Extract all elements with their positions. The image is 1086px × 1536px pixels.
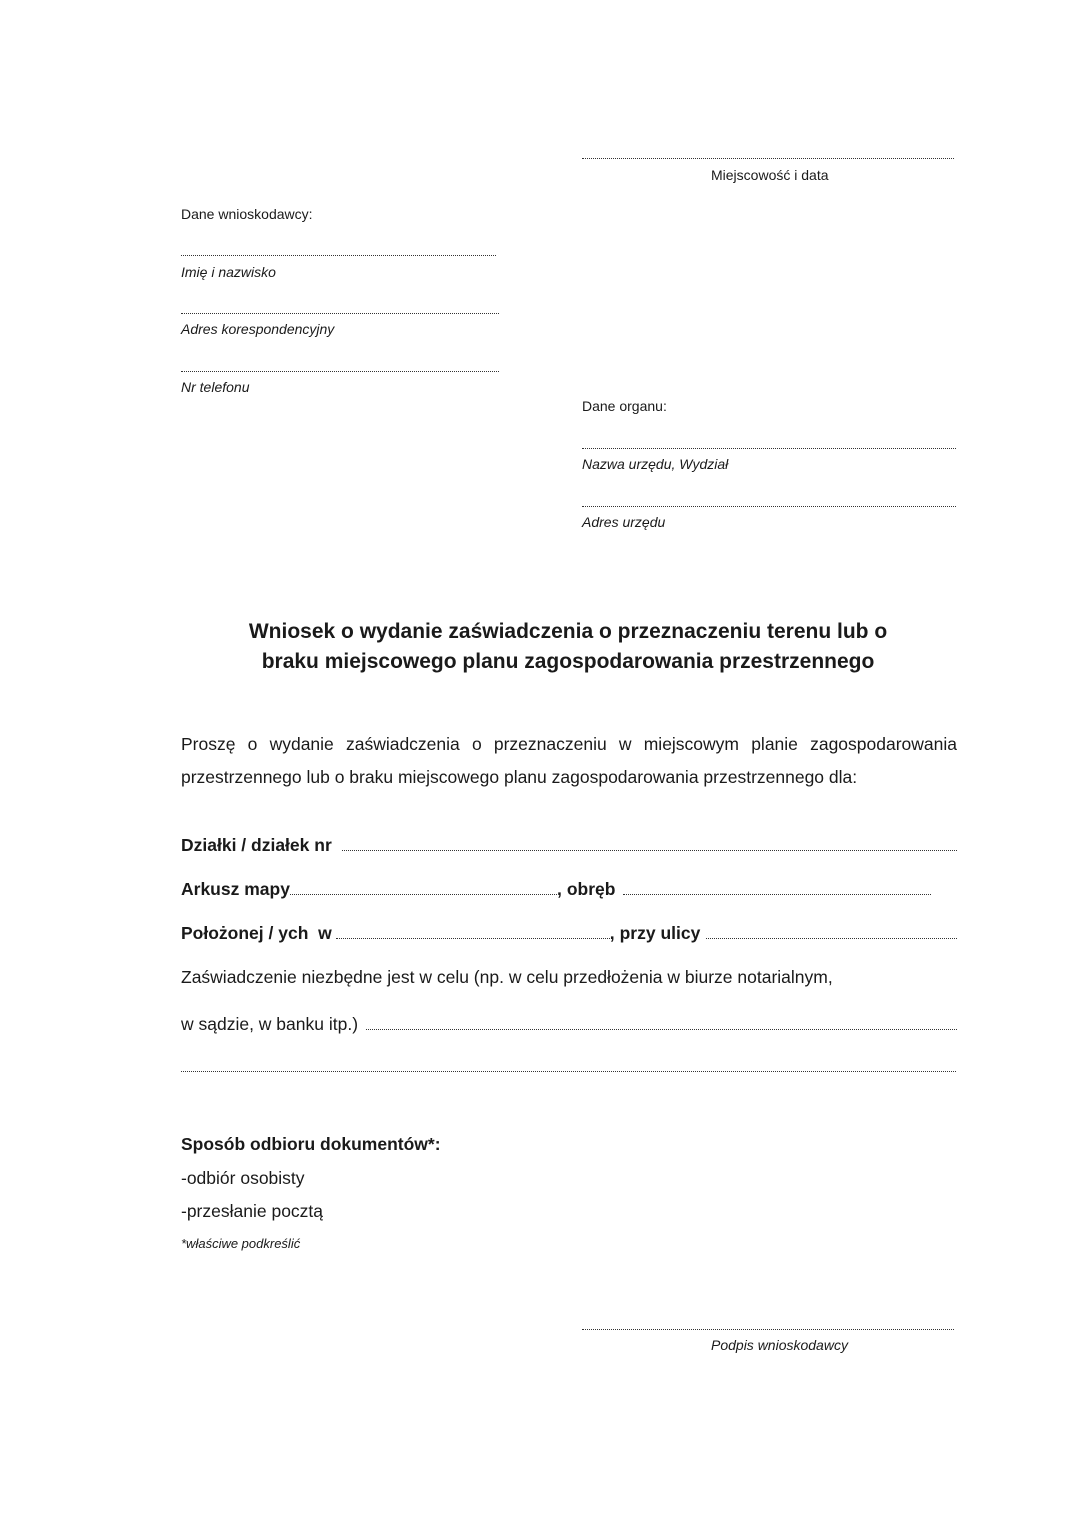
applicant-phone-label: Nr telefonu <box>181 379 250 395</box>
located-label: Położonej / ych w <box>181 923 332 943</box>
authority-address-label: Adres urzędu <box>582 514 666 530</box>
authority-office-label: Nazwa urzędu, Wydział <box>582 456 729 472</box>
street-field[interactable] <box>706 938 957 939</box>
applicant-name-line[interactable] <box>181 255 496 256</box>
delivery-option-post[interactable]: -przesłanie pocztą <box>181 1201 324 1221</box>
purpose-row <box>181 1011 957 1035</box>
delivery-heading: Sposób odbioru dokumentów*: <box>181 1134 441 1154</box>
map-sheet-comma: , <box>556 879 562 899</box>
delivery-option-personal[interactable]: -odbiór osobisty <box>181 1168 305 1188</box>
purpose-field[interactable] <box>366 1029 957 1030</box>
parcel-number-field[interactable] <box>342 850 957 851</box>
street-label: przy ulicy <box>619 923 701 943</box>
authority-address-line[interactable] <box>582 506 956 507</box>
applicant-phone-line[interactable] <box>181 371 499 372</box>
applicant-address-line[interactable] <box>181 313 499 314</box>
applicant-address-label: Adres korespondencyjny <box>181 321 335 337</box>
place-date-line[interactable] <box>582 158 954 159</box>
delivery-note: *właściwe podkreślić <box>181 1236 301 1251</box>
purpose-text-continued: w sądzie, w banku itp.) <box>181 1014 359 1034</box>
precinct-label: obręb <box>566 879 616 899</box>
document-title-line1: Wniosek o wydanie zaświadczenia o przeznaczeniu terenu lub o <box>248 620 888 643</box>
map-sheet-row <box>181 876 957 900</box>
location-comma: , <box>609 923 615 943</box>
request-paragraph: Proszę o wydanie zaświadczenia o przeznaczeniu w miejscowym planie zagospodarowania przestrzennego lub o braku miejscowego planu zagospodarowania przestrzennego dla: <box>181 734 957 787</box>
applicant-section-label: Dane wnioskodawcy: <box>181 206 313 222</box>
location-field[interactable] <box>336 938 610 939</box>
document-title-line2: braku miejscowego planu zagospodarowania przestrzennego <box>261 650 875 673</box>
map-sheet-field[interactable] <box>290 894 557 895</box>
place-date-label: Miejscowość i data <box>711 167 829 183</box>
parcel-label: Działki / działek nr <box>181 835 332 855</box>
document-title <box>150 617 986 677</box>
applicant-name-label: Imię i nazwisko <box>181 264 276 280</box>
authority-office-line[interactable] <box>582 448 956 449</box>
signature-line[interactable] <box>582 1329 954 1330</box>
map-sheet-label: Arkusz mapy <box>181 879 290 899</box>
authority-section-label: Dane organu: <box>582 398 667 414</box>
purpose-text: Zaświadczenie niezbędne jest w celu (np. w celu przedłożenia w biurze notarialnym, <box>181 967 833 987</box>
purpose-extra-line[interactable] <box>181 1071 956 1072</box>
parcel-row <box>181 832 957 856</box>
location-row <box>181 920 957 944</box>
precinct-field[interactable] <box>623 894 931 895</box>
signature-label: Podpis wnioskodawcy <box>711 1337 848 1353</box>
